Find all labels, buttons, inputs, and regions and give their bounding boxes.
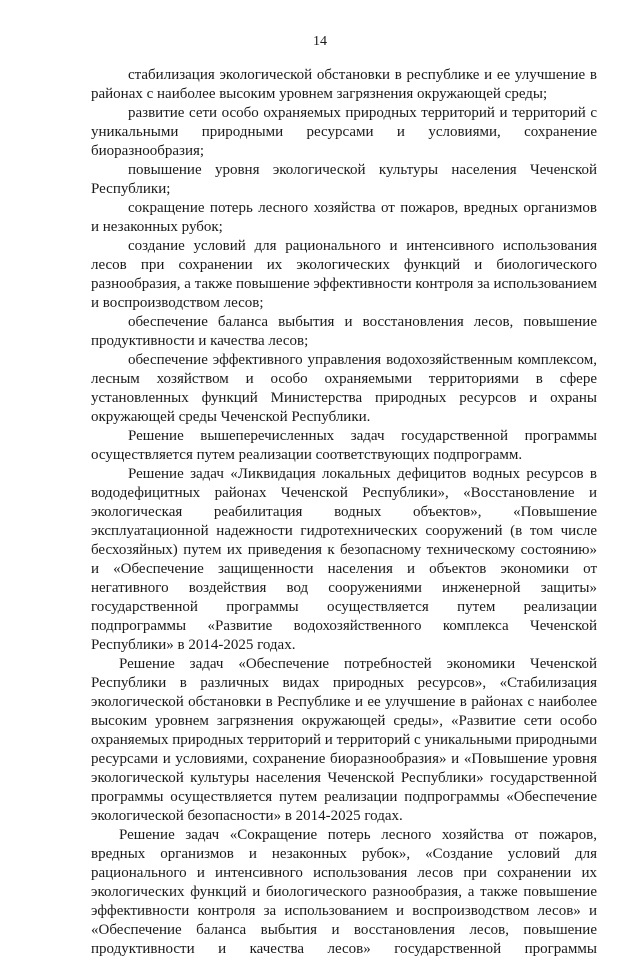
paragraph-forest-subprogram: Решение задач «Сокращение потерь лесного хозяйства от пожаров, вредных организмов и незаконных рубок», «Создание условий для рационального и интенсивного использования лесов при сохранении их экологических функций и биологического разнообразия, а также повышение эффективности контроля за использованием и воспроизводством лесов» и «Обеспечение баланса выбытия и восстановления лесов, повышение продуктивности и качества лесов» государственной программы (91, 827, 597, 957)
paragraph-goal-ecological-culture: повышение уровня экологической культуры населения Чеченской Республики; (91, 162, 597, 197)
paragraph-goal-protected-areas: развитие сети особо охраняемых природных территорий и территорий с уникальными природными ресурсами и условиями, сохранение биоразнообразия; (91, 105, 597, 159)
paragraph-goal-forest-balance: обеспечение баланса выбытия и восстановления лесов, повышение продуктивности и качества лесов; (91, 314, 597, 349)
paragraph-water-subprogram: Решение задач «Ликвидация локальных дефицитов водных ресурсов в вододефицитных районах Чеченской Республики», «Восстановление и экологическая реабилитация водных объектов», «Повышение эксплуатационной надежности гидротехнических сооружений (в том числе бесхозяйных) путем их приведения к безопасному техническому состоянию» и «Обеспечение защищенности населения и объектов экономики от негативного воздействия вод сооружениями инженерной защиты» государственной программы осуществляется путем реализации подпрограммы «Развитие водохозяйственного комплекса Чеченской Республики» в 2014-2025 годах. (91, 466, 597, 653)
paragraph-ecology-subprogram: Решение задач «Обеспечение потребностей экономики Чеченской Республики в различных видах природных ресурсов», «Стабилизация экологической обстановки в Республике и ее улучшение в районах с наиболее высоким уровнем загрязнения окружающей среды», «Развитие сети особо охраняемых природных территорий и территорий с уникальными природными ресурсами и условиями, сохранение биоразнообразия» и «Повышение уровня экологической культуры населения Чеченской Республики» государственной программы осуществляется путем реализации подпрограммы «Обеспечение экологической безопасности» в 2014-2025 годах. (91, 656, 597, 824)
paragraph-goal-management: обеспечение эффективного управления водохозяйственным комплексом, лесным хозяйством и особо охраняемыми территориями в сфере установленных функций Министерства природных ресурсов и охраны окружающей среды Чеченской Республики. (91, 352, 597, 425)
document-body (91, 66, 597, 959)
page-number: 14 (313, 34, 327, 49)
paragraph-goal-ecology-stabilization: стабилизация экологической обстановки в республике и ее улучшение в районах с наиболее высоким уровнем загрязнения окружающей среды; (91, 67, 597, 102)
paragraph-tasks-subprograms: Решение вышеперечисленных задач государственной программы осуществляется путем реализации соответствующих подпрограмм. (91, 428, 597, 463)
paragraph-goal-forest-losses: сокращение потерь лесного хозяйства от пожаров, вредных организмов и незаконных рубок; (91, 200, 597, 235)
paragraph-goal-forest-use: создание условий для рационального и интенсивного использования лесов при сохранении их экологических функций и биологического разнообразия, а также повышение эффективности контроля за использованием и воспроизводством лесов; (91, 238, 597, 311)
